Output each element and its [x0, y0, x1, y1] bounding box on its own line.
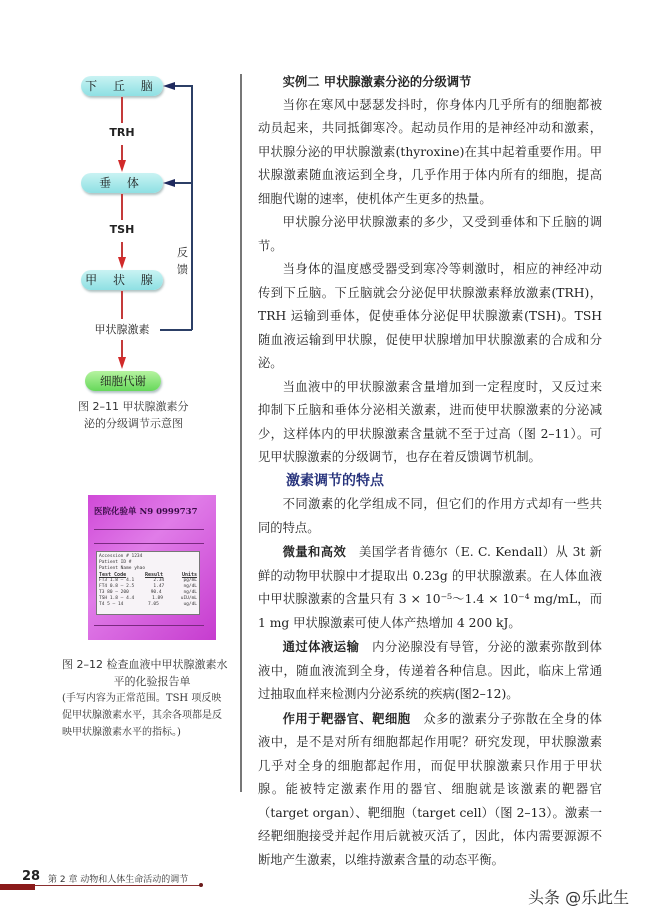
feedback-line: [191, 85, 193, 330]
keyword: 微量和高效: [282, 544, 347, 559]
feedback-label-char: 馈: [177, 263, 188, 276]
report-field: Accession # 1234: [99, 554, 143, 559]
hormone-label-tsh: TSH: [109, 223, 135, 236]
report-field: Patient ID #: [99, 560, 132, 565]
report-row: [99, 602, 197, 608]
figure-caption-2-12: [62, 656, 242, 741]
keyword: 作用于靶器官、靶细胞: [282, 710, 411, 726]
cell: FT4 0.8 — 2.5: [99, 584, 135, 589]
footer-dot: [199, 883, 203, 887]
col-result: Result: [144, 572, 164, 578]
paragraph-text: 内分泌腺没有导管，分泌的激素弥散到体液中，随血液流到全身，传递着各种信息。因此，临床上常通过抽取血样来检测内分泌系统的疾病(图2–12)。: [258, 640, 602, 701]
feedback-label: [177, 244, 188, 278]
node-hypothalamus: 下 丘 脑: [81, 76, 163, 96]
cell: pg/mL: [183, 578, 197, 583]
arrow-line: [121, 291, 123, 319]
paragraph: [258, 540, 602, 635]
arrow-line: [121, 97, 123, 123]
paragraph: [258, 635, 602, 707]
report-header: 医院化验单 N9 0999737: [94, 507, 198, 517]
figure-caption-2-11: [78, 398, 208, 432]
paragraph: 当血液中的甲状腺激素含量增加到一定程度时，又反过来抑制下丘脑和垂体分泌相关激素，进而使甲状腺激素的分泌减少，这样体内的甲状腺激素含量就不至于过高（图 2–11）。可见甲状腺激素的分级调节，也存在着反馈调节机制。: [258, 379, 602, 464]
chapter-title: 第 2 章 动物和人体生命活动的调节: [48, 875, 189, 885]
arrow-down-icon: [118, 257, 126, 269]
caption-note: (手写内容为正常范围。TSH 项反映: [62, 693, 222, 704]
feedback-line: [174, 182, 192, 184]
paragraph-text: 众多的激素分子弥散在全身的体液中，是不是对所有细胞都起作用呢？研究发现，甲状腺激素几乎对全身的细胞都起作用，而促甲状腺激素只作用于甲状腺。能被特定激素作用的器官、细胞就是该激素的靶器官（target organ）、靶细胞（target cell）（图 2–13）。激素一经靶细胞接受并起作用后就被灭活了，因此，体内需要源源不断地产生激素，以维持激素含量的动态平衡。: [258, 711, 602, 867]
watermark: 头条 @乐此生: [528, 888, 630, 907]
feedback-line: [174, 85, 192, 87]
cell: 7.05: [148, 602, 159, 607]
keyword: 通过体液运输: [282, 639, 360, 654]
col-units: Units: [181, 572, 197, 578]
feedback-label-char: 反: [177, 246, 188, 259]
cell: 90.4: [150, 590, 162, 595]
caption-note: 映甲状腺激素水平的指标。): [62, 727, 181, 738]
report-rule: [94, 625, 204, 626]
arrow-line: [121, 340, 123, 358]
arrow-line: [121, 145, 123, 161]
caption-line: 泌的分级调节示意图: [84, 417, 183, 430]
caption-note: 促甲状腺激素水平，其余各项都是反: [62, 710, 222, 721]
node-cell-metabolism: 细胞代谢: [85, 371, 161, 391]
report-sheet: [96, 551, 200, 615]
arrow-down-icon: [118, 357, 126, 369]
caption-line: 平的化验报告单: [113, 675, 191, 688]
paragraph-text: 美国学者肯德尔（E. C. Kendall）从 3t 新鲜的动物甲状腺中才提取出 0.23g 的甲状腺激素。在人体血液中甲状腺激素的含量只有 3 × 10⁻⁵～1.4 × 10⁻⁴ mg/mL，而 1 mg 甲状腺激素可使人体产热增加 4 200 kJ。: [258, 545, 602, 630]
paragraph: [258, 707, 602, 873]
cell: ug/dL: [183, 602, 197, 607]
section-heading-example-2: 实例二 甲状腺激素分泌的分级调节: [282, 74, 472, 89]
cell: 2.34: [153, 578, 165, 583]
node-thyroid: 甲 状 腺: [81, 270, 163, 290]
arrow-line: [121, 242, 123, 258]
hormone-label-thyroxine: 甲状腺激素: [94, 323, 150, 336]
paragraph: 甲状腺分泌甲状腺激素的多少，又受到垂体和下丘脑的调节。: [258, 215, 602, 253]
column-divider: [240, 74, 242, 792]
report-rule: [94, 543, 204, 544]
arrow-line: [121, 194, 123, 220]
cell: 1.47: [153, 584, 165, 589]
cell: T4 5 — 14: [99, 602, 124, 607]
arrow-left-icon: [163, 179, 175, 187]
footer-accent-bar: [0, 884, 35, 890]
cell: ng/dL: [183, 584, 197, 589]
footer-rule: [35, 885, 201, 886]
paragraph: 不同激素的化学组成不同，但它们的作用方式却有一些共同的特点。: [258, 497, 602, 535]
arrow-down-icon: [118, 160, 126, 172]
feedback-line: [160, 329, 192, 331]
cell: 1.89: [152, 596, 163, 601]
page-number: 28: [22, 869, 41, 884]
cell: FT3 1.8 — 4.1: [99, 578, 135, 583]
cell: ng/dL: [183, 590, 197, 595]
paragraph: 当你在寒风中瑟瑟发抖时，你身体内几乎所有的细胞都被动员起来，共同抵御寒冷。起动员作用的是神经冲动和激素，甲状腺分泌的甲状腺激素(thyroxine)在其中起着重要作用。甲状腺激素随血液运到全身，几乎作用于体内所有的细胞，提高细胞代谢的速率，使机体产生更多的热量。: [258, 97, 602, 206]
caption-line: 图 2–11 甲状腺激素分: [78, 400, 189, 413]
cell: TSH 1.8 — 4.4: [99, 596, 135, 601]
cell: T3 80 — 200: [99, 590, 129, 595]
paragraph: 当身体的温度感受器受到寒冷等刺激时，相应的神经冲动传到下丘脑。下丘脑就会分泌促甲状腺激素释放激素(TRH)，TRH 运输到垂体，促使垂体分泌促甲状腺激素(TSH)。TSH 随血液运输到甲状腺，促使甲状腺增加甲状腺激素的合成和分泌。: [258, 262, 602, 370]
node-pituitary: 垂 体: [81, 173, 163, 193]
section-heading-hormone-features: 激素调节的特点: [286, 472, 384, 489]
report-field: Patient Name yhao: [99, 566, 146, 571]
main-text-column: [258, 70, 602, 872]
col-test-code: Test Code: [99, 572, 127, 578]
lab-report-image: [88, 495, 216, 640]
report-rule: [94, 529, 204, 530]
cell: uIU/mL: [180, 596, 197, 601]
arrow-left-icon: [163, 82, 175, 90]
hormone-label-trh: TRH: [109, 126, 135, 139]
caption-line: 图 2–12 检查血液中甲状腺激素水: [62, 658, 228, 671]
